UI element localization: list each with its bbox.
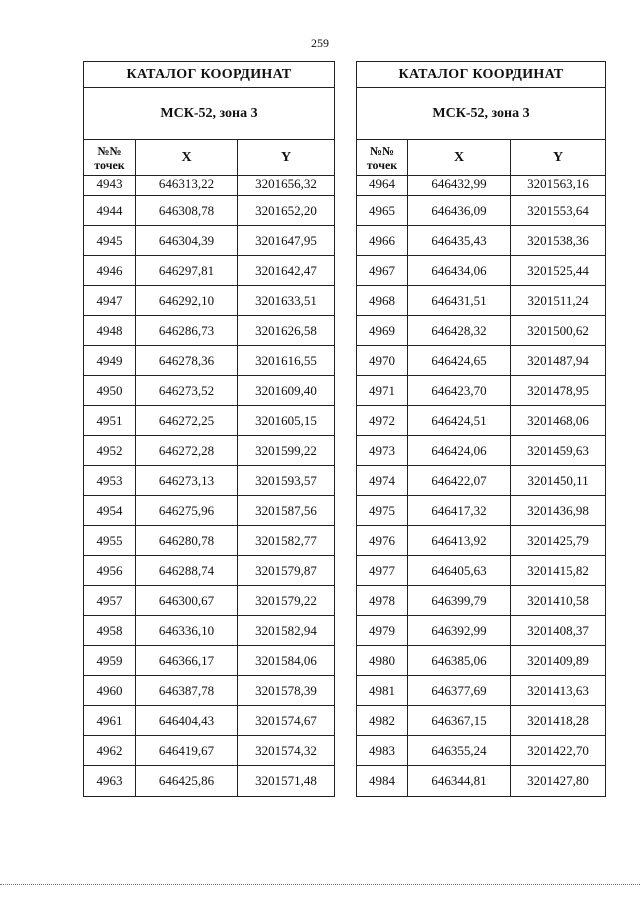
y-coordinate-cell: 3201478,95 (511, 376, 606, 406)
point-number-cell: 4959 (84, 646, 136, 676)
point-number-cell: 4980 (357, 646, 408, 676)
point-number-cell: 4971 (357, 376, 408, 406)
left-coordinate-table (83, 61, 335, 797)
left-table-subtitle: МСК-52, зона 3 (84, 88, 335, 140)
x-coordinate-cell: 646275,96 (136, 496, 238, 526)
x-coordinate-cell: 646424,65 (408, 346, 511, 376)
table-row (357, 286, 606, 316)
y-coordinate-cell: 3201647,95 (238, 226, 335, 256)
y-coordinate-cell: 3201422,70 (511, 736, 606, 766)
y-coordinate-cell: 3201642,47 (238, 256, 335, 286)
table-row (357, 376, 606, 406)
y-coordinate-cell: 3201468,06 (511, 406, 606, 436)
table-row (84, 496, 335, 526)
y-coordinate-cell: 3201525,44 (511, 256, 606, 286)
point-number-cell: 4969 (357, 316, 408, 346)
table-row (84, 376, 335, 406)
table-row (84, 346, 335, 376)
table-row (357, 706, 606, 736)
left-col-header-num: №№ точек (84, 140, 136, 176)
y-coordinate-cell: 3201425,79 (511, 526, 606, 556)
point-number-cell: 4978 (357, 586, 408, 616)
x-coordinate-cell: 646367,15 (408, 706, 511, 736)
y-coordinate-cell: 3201616,55 (238, 346, 335, 376)
table-row (357, 676, 606, 706)
table-row (84, 766, 335, 797)
y-coordinate-cell: 3201538,36 (511, 226, 606, 256)
page-number: 259 (311, 36, 329, 50)
point-number-cell: 4946 (84, 256, 136, 286)
y-coordinate-cell: 3201409,89 (511, 646, 606, 676)
x-coordinate-cell: 646432,99 (408, 176, 511, 197)
table-row (84, 226, 335, 256)
point-number-cell: 4983 (357, 736, 408, 766)
y-coordinate-cell: 3201633,51 (238, 286, 335, 316)
x-coordinate-cell: 646286,73 (136, 316, 238, 346)
y-coordinate-cell: 3201578,39 (238, 676, 335, 706)
table-row (357, 616, 606, 646)
table-row (84, 436, 335, 466)
x-coordinate-cell: 646424,51 (408, 406, 511, 436)
point-number-cell: 4957 (84, 586, 136, 616)
point-number-cell: 4963 (84, 766, 136, 797)
y-coordinate-cell: 3201553,64 (511, 196, 606, 226)
x-coordinate-cell: 646392,99 (408, 616, 511, 646)
y-coordinate-cell: 3201579,22 (238, 586, 335, 616)
x-coordinate-cell: 646387,78 (136, 676, 238, 706)
x-coordinate-cell: 646308,78 (136, 196, 238, 226)
table-row (357, 406, 606, 436)
x-coordinate-cell: 646304,39 (136, 226, 238, 256)
x-coordinate-cell: 646404,43 (136, 706, 238, 736)
x-coordinate-cell: 646297,81 (136, 256, 238, 286)
point-number-cell: 4948 (84, 316, 136, 346)
point-number-cell: 4974 (357, 466, 408, 496)
point-number-cell: 4964 (357, 176, 408, 197)
y-coordinate-cell: 3201487,94 (511, 346, 606, 376)
y-coordinate-cell: 3201563,16 (511, 176, 606, 197)
y-coordinate-cell: 3201500,62 (511, 316, 606, 346)
y-coordinate-cell: 3201652,20 (238, 196, 335, 226)
table-row (357, 196, 606, 226)
y-coordinate-cell: 3201579,87 (238, 556, 335, 586)
table-row (357, 346, 606, 376)
x-coordinate-cell: 646419,67 (136, 736, 238, 766)
x-coordinate-cell: 646422,07 (408, 466, 511, 496)
table-row (84, 286, 335, 316)
y-coordinate-cell: 3201436,98 (511, 496, 606, 526)
x-coordinate-cell: 646272,28 (136, 436, 238, 466)
y-coordinate-cell: 3201427,80 (511, 766, 606, 797)
table-row (357, 526, 606, 556)
x-coordinate-cell: 646417,32 (408, 496, 511, 526)
x-coordinate-cell: 646280,78 (136, 526, 238, 556)
table-row (84, 316, 335, 346)
table-row (357, 226, 606, 256)
table-row (357, 556, 606, 586)
y-coordinate-cell: 3201410,58 (511, 586, 606, 616)
y-coordinate-cell: 3201574,32 (238, 736, 335, 766)
table-row (357, 586, 606, 616)
x-coordinate-cell: 646292,10 (136, 286, 238, 316)
left-table-title: КАТАЛОГ КООРДИНАТ (84, 62, 335, 88)
table-row (84, 736, 335, 766)
left-table-body (84, 176, 335, 797)
y-coordinate-cell: 3201413,63 (511, 676, 606, 706)
table-row (357, 496, 606, 526)
point-number-cell: 4982 (357, 706, 408, 736)
point-number-cell: 4958 (84, 616, 136, 646)
y-coordinate-cell: 3201584,06 (238, 646, 335, 676)
y-coordinate-cell: 3201599,22 (238, 436, 335, 466)
table-row (357, 766, 606, 797)
x-coordinate-cell: 646434,06 (408, 256, 511, 286)
point-number-cell: 4981 (357, 676, 408, 706)
table-row (84, 616, 335, 646)
table-row (357, 736, 606, 766)
right-col-header-y: Y (511, 140, 606, 176)
point-number-cell: 4977 (357, 556, 408, 586)
left-col-header-y: Y (238, 140, 335, 176)
x-coordinate-cell: 646399,79 (408, 586, 511, 616)
table-row (357, 256, 606, 286)
x-coordinate-cell: 646377,69 (408, 676, 511, 706)
x-coordinate-cell: 646273,13 (136, 466, 238, 496)
y-coordinate-cell: 3201593,57 (238, 466, 335, 496)
x-coordinate-cell: 646435,43 (408, 226, 511, 256)
x-coordinate-cell: 646428,32 (408, 316, 511, 346)
table-row (84, 406, 335, 436)
point-number-cell: 4953 (84, 466, 136, 496)
point-number-cell: 4947 (84, 286, 136, 316)
point-number-cell: 4968 (357, 286, 408, 316)
right-table-body (357, 176, 606, 797)
y-coordinate-cell: 3201605,15 (238, 406, 335, 436)
left-col-header-x: X (136, 140, 238, 176)
y-coordinate-cell: 3201459,63 (511, 436, 606, 466)
x-coordinate-cell: 646423,70 (408, 376, 511, 406)
point-number-cell: 4950 (84, 376, 136, 406)
x-coordinate-cell: 646355,24 (408, 736, 511, 766)
y-coordinate-cell: 3201511,24 (511, 286, 606, 316)
point-number-cell: 4984 (357, 766, 408, 797)
table-row (84, 526, 335, 556)
x-coordinate-cell: 646436,09 (408, 196, 511, 226)
y-coordinate-cell: 3201609,40 (238, 376, 335, 406)
x-coordinate-cell: 646431,51 (408, 286, 511, 316)
x-coordinate-cell: 646288,74 (136, 556, 238, 586)
table-row (84, 256, 335, 286)
table-row (357, 646, 606, 676)
y-coordinate-cell: 3201626,58 (238, 316, 335, 346)
right-table-title: КАТАЛОГ КООРДИНАТ (357, 62, 606, 88)
y-coordinate-cell: 3201408,37 (511, 616, 606, 646)
table-row (84, 646, 335, 676)
x-coordinate-cell: 646385,06 (408, 646, 511, 676)
y-coordinate-cell: 3201656,32 (238, 176, 335, 197)
table-row (357, 176, 606, 197)
point-number-cell: 4962 (84, 736, 136, 766)
point-number-cell: 4949 (84, 346, 136, 376)
x-coordinate-cell: 646278,36 (136, 346, 238, 376)
x-coordinate-cell: 646336,10 (136, 616, 238, 646)
y-coordinate-cell: 3201415,82 (511, 556, 606, 586)
table-row (357, 316, 606, 346)
table-row (84, 586, 335, 616)
point-number-cell: 4975 (357, 496, 408, 526)
right-col-header-x: X (408, 140, 511, 176)
y-coordinate-cell: 3201587,56 (238, 496, 335, 526)
y-coordinate-cell: 3201571,48 (238, 766, 335, 797)
point-number-cell: 4960 (84, 676, 136, 706)
point-number-cell: 4970 (357, 346, 408, 376)
point-number-cell: 4961 (84, 706, 136, 736)
x-coordinate-cell: 646313,22 (136, 176, 238, 197)
point-number-cell: 4965 (357, 196, 408, 226)
point-number-cell: 4951 (84, 406, 136, 436)
table-row (84, 676, 335, 706)
table-row (357, 436, 606, 466)
right-coordinate-table (356, 61, 606, 797)
point-number-cell: 4943 (84, 176, 136, 197)
point-number-cell: 4967 (357, 256, 408, 286)
x-coordinate-cell: 646424,06 (408, 436, 511, 466)
point-number-cell: 4976 (357, 526, 408, 556)
table-row (84, 466, 335, 496)
table-row (84, 196, 335, 226)
point-number-cell: 4954 (84, 496, 136, 526)
y-coordinate-cell: 3201582,94 (238, 616, 335, 646)
point-number-cell: 4952 (84, 436, 136, 466)
y-coordinate-cell: 3201582,77 (238, 526, 335, 556)
table-row (357, 466, 606, 496)
table-row (84, 706, 335, 736)
point-number-cell: 4955 (84, 526, 136, 556)
point-number-cell: 4966 (357, 226, 408, 256)
y-coordinate-cell: 3201418,28 (511, 706, 606, 736)
point-number-cell: 4973 (357, 436, 408, 466)
y-coordinate-cell: 3201574,67 (238, 706, 335, 736)
table-row (84, 176, 335, 197)
point-number-cell: 4972 (357, 406, 408, 436)
x-coordinate-cell: 646405,63 (408, 556, 511, 586)
right-col-header-num: №№ точек (357, 140, 408, 176)
point-number-cell: 4979 (357, 616, 408, 646)
table-row (84, 556, 335, 586)
y-coordinate-cell: 3201450,11 (511, 466, 606, 496)
x-coordinate-cell: 646425,86 (136, 766, 238, 797)
x-coordinate-cell: 646366,17 (136, 646, 238, 676)
point-number-cell: 4945 (84, 226, 136, 256)
x-coordinate-cell: 646272,25 (136, 406, 238, 436)
footer-divider (0, 884, 640, 885)
x-coordinate-cell: 646413,92 (408, 526, 511, 556)
point-number-cell: 4956 (84, 556, 136, 586)
x-coordinate-cell: 646300,67 (136, 586, 238, 616)
x-coordinate-cell: 646344,81 (408, 766, 511, 797)
right-table-subtitle: МСК-52, зона 3 (357, 88, 606, 140)
x-coordinate-cell: 646273,52 (136, 376, 238, 406)
point-number-cell: 4944 (84, 196, 136, 226)
